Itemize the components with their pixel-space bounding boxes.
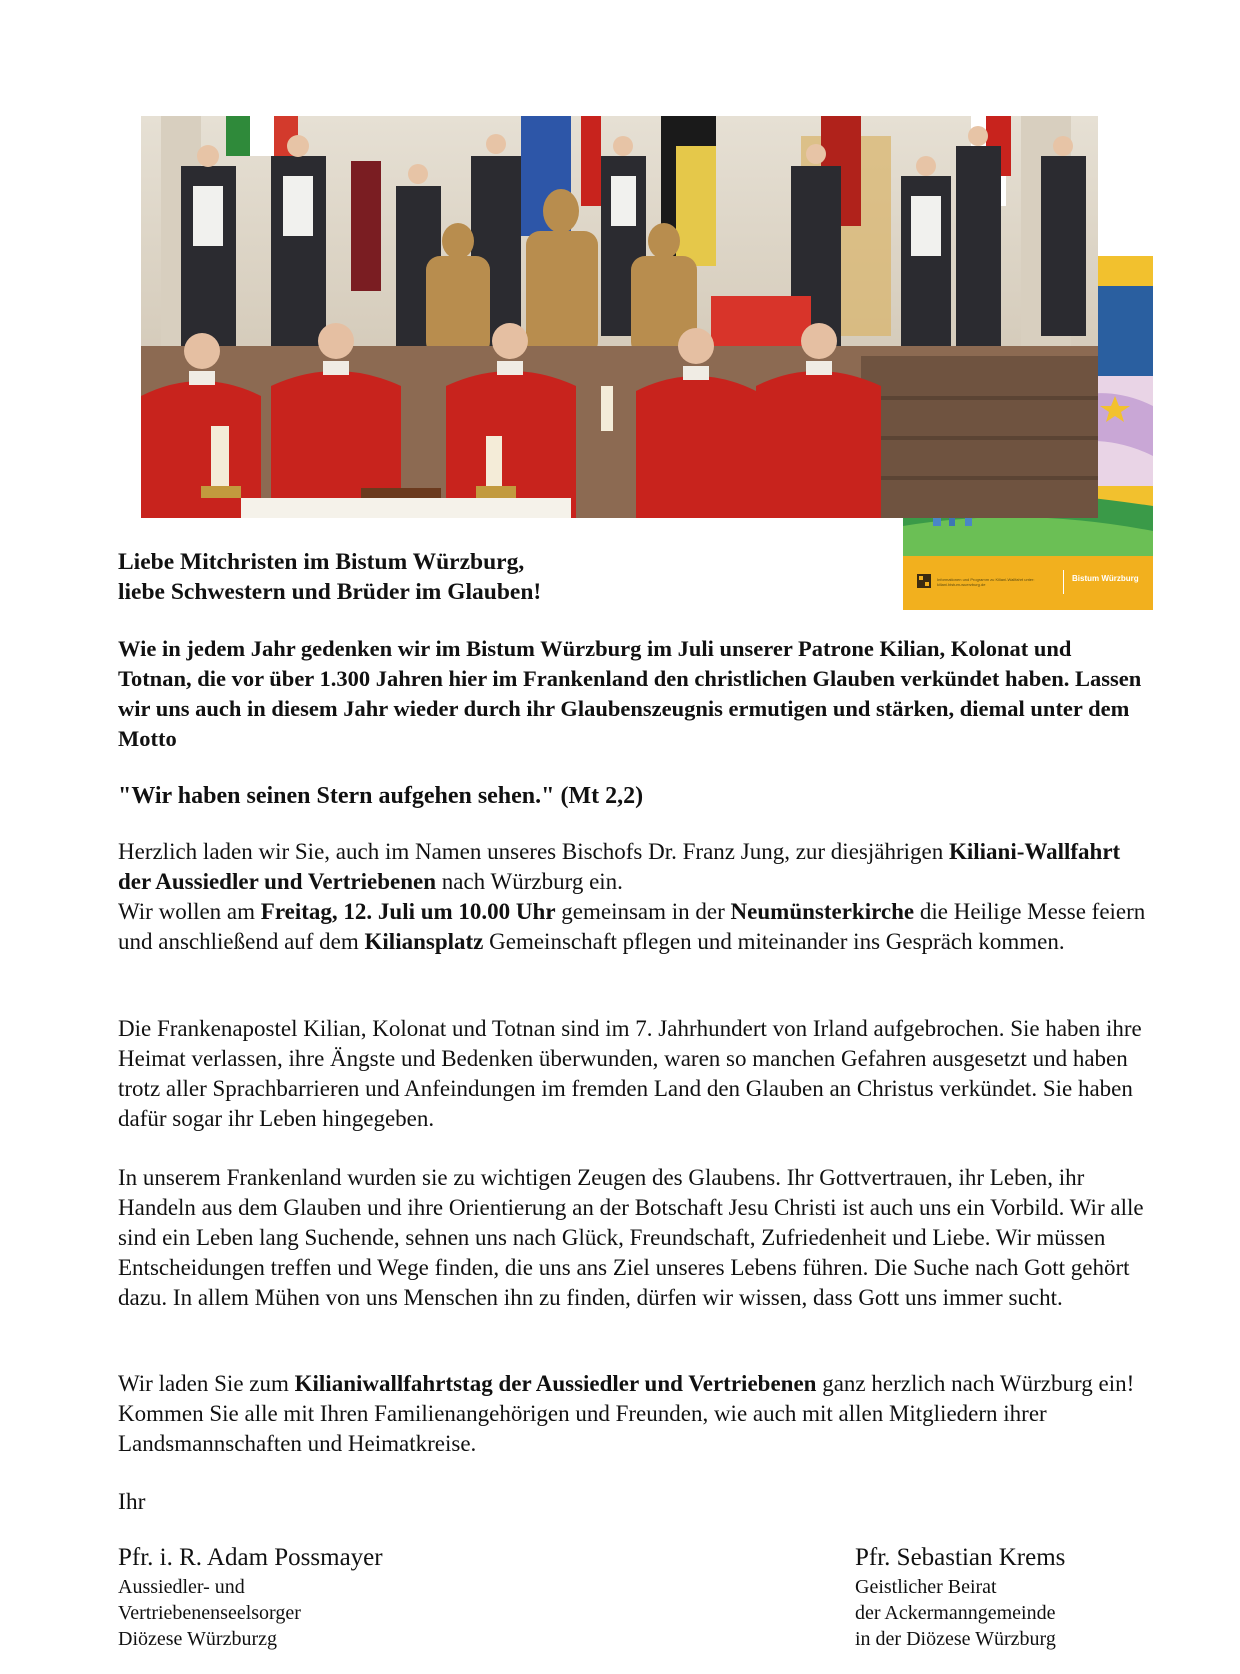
salutation-line-2: liebe Schwestern und Brüder im Glauben!	[118, 579, 542, 605]
invitation-text-5: die Heilige Messe feiern und anschließend auf dem	[118, 899, 1146, 954]
invitation-paragraph	[118, 837, 1148, 957]
invitation-text-1: Herzlich laden wir Sie, auch im Namen unseres Bischofs Dr. Franz Jung, zur diesjährigen	[118, 839, 949, 864]
event-square: Kiliansplatz	[364, 929, 484, 954]
salutation	[118, 547, 1148, 607]
closing-ihr: Ihr	[118, 1489, 146, 1515]
reflection-paragraph: In unserem Frankenland wurden sie zu wichtigen Zeugen des Glaubens. Ihr Gottvertrauen, ihr Leben, ihr Handeln aus dem Glauben und ihre Orientierung an der Botschaft Jesu Christi ist auch uns ein Vorbild. Wir alle sind ein Leben lang Suchende, sehnen uns nach Glück, Freundschaft, Zufriedenheit und Liebe. Wir müssen Entscheidungen treffen und Wege finden, die uns ans Ziel unseres Lebens führen. Die Suche nach Gott gehört dazu. In allem Mühen von uns Menschen ihn zu finden, dürfen wir wissen, dass Gott uns immer sucht.	[118, 1165, 1144, 1310]
invitation-text-3: Wir wollen am	[118, 899, 261, 924]
invitation-text-6: Gemeinschaft pflegen und miteinander ins Gespräch kommen.	[483, 929, 1065, 954]
signature-right	[855, 1542, 1175, 1652]
event-church: Neumünsterkirche	[730, 899, 915, 924]
salutation-line-1: Liebe Mitchristen im Bistum Würzburg,	[118, 549, 525, 575]
event-date: Freitag, 12. Juli um 10.00 Uhr	[260, 899, 556, 924]
invitation-text-2: nach Würzburg ein.	[436, 869, 623, 894]
church-photo-illustration	[141, 116, 1098, 518]
poster-brand-logo: Bistum Würzburg	[1072, 574, 1139, 583]
event-name: Kiliani-Wallfahrt der Aussiedler und Vertriebenen	[118, 839, 1121, 894]
signature-right-line-1: Geistlicher Beirat	[855, 1576, 997, 1598]
signature-right-line-3: in der Diözese Würzburg	[855, 1628, 1056, 1650]
signature-left-line-1: Aussiedler- und	[118, 1576, 245, 1598]
closing-text-2: ganz herzlich nach Würzburg ein! Kommen Sie alle mit Ihren Familienangehörigen und Freunden, wie auch mit allen Mitgliedern ihrer Landsmannschaften und Heimatkreise.	[118, 1371, 1135, 1456]
signature-left-line-3: Diözese Würzburzg	[118, 1628, 278, 1650]
poster-info-text: Informationen und Programm zu Kiliani-Wallfahrt unter: kiliani.bistum-wuerzburg.de	[937, 577, 1035, 587]
signature-right-name: Pfr. Sebastian Krems	[855, 1544, 1066, 1571]
motto: "Wir haben seinen Stern aufgehen sehen." (Mt 2,2)	[118, 783, 644, 809]
signature-right-line-2: der Ackermanngemeinde	[855, 1602, 1056, 1624]
signature-left-line-2: Vertriebenenseelsorger	[118, 1602, 301, 1624]
closing-paragraph	[118, 1369, 1148, 1459]
invitation-text-4: gemeinsam in der	[555, 899, 731, 924]
church-photo	[141, 116, 1098, 518]
history-paragraph: Die Frankenapostel Kilian, Kolonat und Totnan sind im 7. Jahrhundert von Irland aufgebrochen. Sie haben ihre Heimat verlassen, ihre Ängste und Bedenken überwunden, waren so manchen Gefahren ausgesetzt und haben trotz aller Sprachbarrieren und Anfeindungen im fremden Land den Glauben an Christus verkündet. Sie haben dafür sogar ihr Leben hingegeben.	[118, 1016, 1142, 1131]
signature-left-name: Pfr. i. R. Adam Possmayer	[118, 1544, 383, 1571]
closing-text-1: Wir laden Sie zum	[118, 1371, 295, 1396]
closing-event-name: Kilianiwallfahrtstag der Aussiedler und Vertriebenen	[294, 1371, 817, 1396]
signature-left	[118, 1542, 538, 1652]
intro-paragraph: Wie in jedem Jahr gedenken wir im Bistum Würzburg im Juli unserer Patrone Kilian, Kolonat und Totnan, die vor über 1.300 Jahren hier im Frankenland den christlichen Glauben verkündet haben. Lassen wir uns auch in diesem Jahr wieder durch ihr Glaubenszeugnis ermutigen und stärken, diemal unter dem Motto	[118, 636, 1142, 751]
